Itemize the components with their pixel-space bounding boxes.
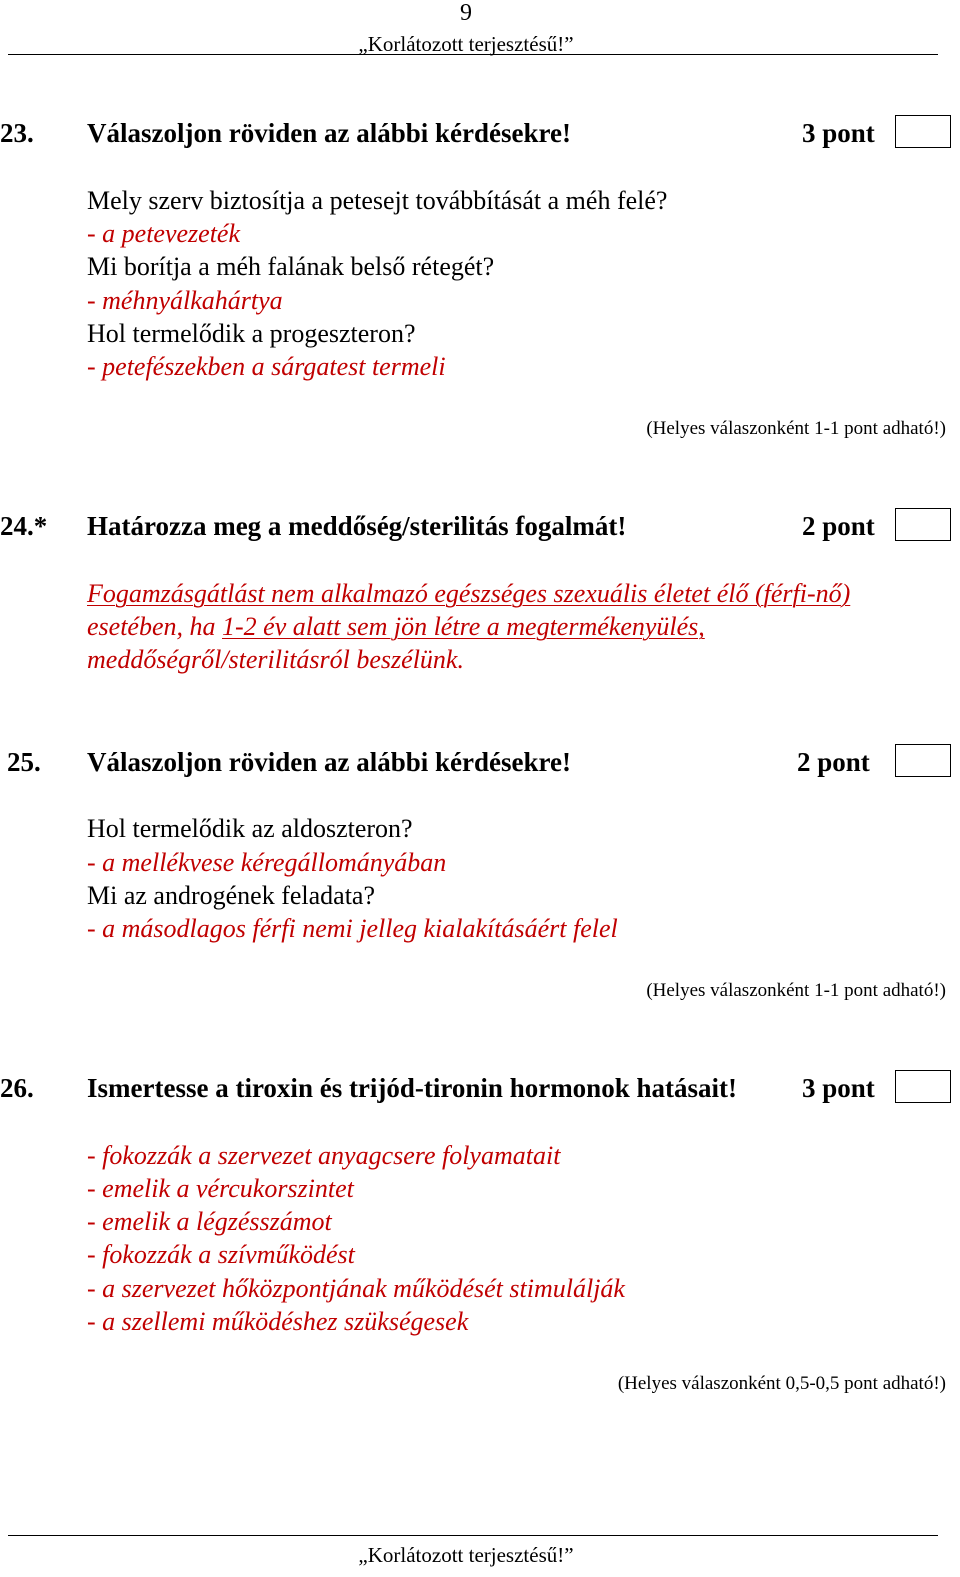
question-25-answer-1: - a mellékvese kéregállományában [87,848,447,877]
question-25-score-box[interactable] [895,744,951,777]
question-23-line-3: Hol termelődik a progeszteron? [87,319,416,348]
question-24-title: Határozza meg a meddőség/sterilitás fogalmát! [87,511,627,541]
question-26-answer-3: - emelik a légzésszámot [87,1207,332,1236]
question-23-answer-3: - petefészekben a sárgatest termeli [87,352,446,381]
question-26-scoring-note: (Helyes válaszonként 0,5-0,5 pont adható!) [617,1373,946,1394]
question-24-points: 2 pont [802,511,875,541]
page-number: 9 [460,0,472,26]
question-23-number: 23. [0,118,34,148]
question-25-number: 25. [7,747,41,777]
question-23-score-box[interactable] [895,115,951,148]
question-23-line-2: Mi borítja a méh falának belső rétegét? [87,252,495,281]
restriction-header: „Korlátozott terjesztésű!” [358,32,574,56]
question-24-score-box[interactable] [895,508,951,541]
question-26-answer-1: - fokozzák a szervezet anyagcsere folyamatait [87,1141,561,1170]
question-26-title: Ismertesse a tiroxin és trijód-tironin hormonok hatásait! [87,1073,737,1103]
header-rule [8,54,938,55]
question-25-points: 2 pont [797,747,870,777]
question-26-answer-4: - fokozzák a szívműködést [87,1240,355,1269]
question-26-answer-6: - a szellemi működéshez szükségesek [87,1307,469,1336]
question-23-answer-1: - a petevezeték [87,219,241,248]
question-25-scoring-note: (Helyes válaszonként 1-1 pont adható!) [646,980,946,1001]
question-23-title: Válaszoljon röviden az alábbi kérdésekre! [87,118,571,148]
question-24-answer-underlined-2: 1-2 év alatt sem jön létre a megtermékenyülés, [222,612,705,641]
question-24-answer-line-2 [87,612,705,642]
footer-rule [8,1535,938,1536]
question-25-line-1: Hol termelődik az aldoszteron? [87,814,413,843]
question-24-answer-text: esetében, ha [87,612,223,641]
question-23-scoring-note: (Helyes válaszonként 1-1 pont adható!) [646,418,946,439]
question-23-points: 3 pont [802,118,875,148]
question-26-points: 3 pont [802,1073,875,1103]
question-25-line-2: Mi az androgének feladata? [87,881,376,910]
question-24-answer-underlined-1: Fogamzásgátlást nem alkalmazó egészséges szexuális életet élő (férfi-nő) [87,579,851,608]
question-25-answer-2: - a másodlagos férfi nemi jelleg kialakításáért felel [87,914,618,943]
question-24-answer-line-3: meddőségről/sterilitásról beszélünk. [87,645,464,674]
question-26-score-box[interactable] [895,1070,951,1103]
question-23-line-1: Mely szerv biztosítja a petesejt továbbítását a méh felé? [87,186,668,215]
question-26-answer-5: - a szervezet hőközpontjának működését stimulálják [87,1274,625,1303]
question-23-answer-2: - méhnyálkahártya [87,286,283,315]
question-24-answer-line-1 [87,579,850,609]
restriction-footer: „Korlátozott terjesztésű!” [358,1543,574,1567]
question-25-title: Válaszoljon röviden az alábbi kérdésekre! [87,747,571,777]
question-24-number: 24.* [0,511,48,541]
question-26-answer-2: - emelik a vércukorszintet [87,1174,354,1203]
question-26-number: 26. [0,1073,34,1103]
